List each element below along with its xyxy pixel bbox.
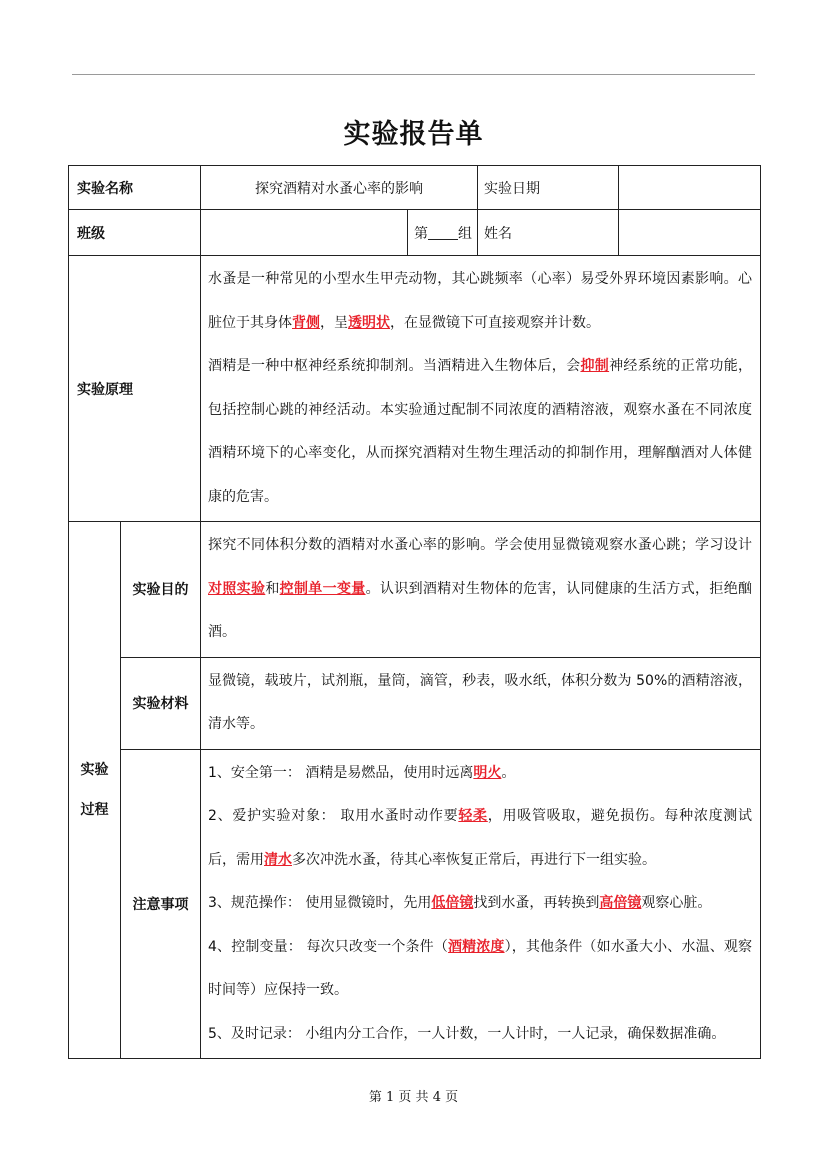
row-materials	[69, 657, 761, 749]
principle-paragraph-1: 水蚤是一种常见的小型水生甲壳动物，其心跳频率（心率）易受外界环境因素影响。心脏位于其身体背侧，呈透明状，在显微镜下可直接观察并计数。	[208, 271, 752, 331]
highlight-alcohol-concentration: 酒精浓度	[447, 938, 505, 955]
highlight-gentle: 轻柔	[458, 808, 488, 824]
note-4: 4、控制变量： 每次只改变一个条件（酒精浓度），其他条件（如水蚤大小、水温、观察时间等）应保持一致。	[208, 938, 753, 998]
highlight-clean-water: 清水	[264, 851, 292, 868]
page-title: 实验报告单	[343, 119, 484, 150]
row-class	[69, 210, 761, 256]
highlight-control-experiment: 对照实验	[208, 580, 266, 597]
materials-label: 实验材料	[121, 657, 201, 749]
highlight-low-power: 低倍镜	[431, 895, 474, 911]
purpose-text: 探究不同体积分数的酒精对水蚤心率的影响。学会使用显微镜观察水蚤心跳；学习设计对照实验和控制单一变量。认识到酒精对生物体的危害，认同健康的生活方式，拒绝酗酒。	[201, 522, 761, 658]
note-2: 2、爱护实验对象： 取用水蚤时动作要轻柔，用吸管吸取，避免损伤。每种浓度测试后，需用清水多次冲洗水蚤，待其心率恢复正常后，再进行下一组实验。	[208, 808, 753, 868]
highlight-inhibit: 抑制	[580, 358, 610, 374]
process-label: 实验 过程	[69, 522, 121, 1059]
student-name-value[interactable]	[619, 210, 761, 256]
principle-text	[201, 256, 761, 522]
group-blank[interactable]	[428, 225, 458, 240]
row-experiment-name	[69, 166, 761, 210]
note-1: 1、安全第一： 酒精是易燃品，使用时远离明火。	[208, 764, 516, 781]
experiment-date-value[interactable]	[619, 166, 761, 210]
class-label: 班级	[69, 210, 201, 256]
group-field[interactable]	[408, 210, 478, 256]
principle-label: 实验原理	[69, 256, 201, 522]
principle-paragraph-2: 酒精是一种中枢神经系统抑制剂。当酒精进入生物体后，会抑制神经系统的正常功能，包括控制心跳的神经活动。本实验通过配制不同浓度的酒精溶液，观察水蚤在不同浓度酒精环境下的心率变化，从而探究酒精对生物生理活动的抑制作用，理解酗酒对人体健康的危害。	[208, 358, 753, 505]
class-value[interactable]	[201, 210, 408, 256]
group-suffix: 组	[458, 225, 472, 242]
note-5: 5、及时记录： 小组内分工合作，一人计数，一人计时，一人记录，确保数据准确。	[208, 1025, 726, 1042]
experiment-name-value[interactable]: 探究酒精对水蚤心率的影响	[201, 166, 478, 210]
row-notes	[69, 749, 761, 1059]
row-principle	[69, 256, 761, 522]
page-footer: 第 1 页 共 4 页	[368, 1090, 459, 1105]
purpose-label: 实验目的	[121, 522, 201, 658]
group-prefix: 第	[414, 225, 428, 242]
notes-text	[201, 749, 761, 1059]
experiment-date-label: 实验日期	[478, 166, 619, 210]
experiment-name-label: 实验名称	[69, 166, 201, 210]
row-purpose	[69, 522, 761, 658]
highlight-open-flame: 明火	[473, 764, 502, 781]
highlight-transparent: 透明状	[348, 314, 390, 331]
highlight-single-variable: 控制单一变量	[279, 580, 366, 597]
highlight-high-power: 高倍镜	[599, 895, 642, 911]
highlight-dorsal: 背侧	[292, 314, 320, 331]
student-name-label: 姓名	[478, 210, 619, 256]
notes-label: 注意事项	[121, 749, 201, 1059]
note-3: 3、规范操作： 使用显微镜时，先用低倍镜找到水蚤，再转换到高倍镜观察心脏。	[208, 895, 712, 911]
report-table	[68, 165, 761, 1059]
materials-text: 显微镜，载玻片，试剂瓶，量筒，滴管，秒表，吸水纸，体积分数为 50%的酒精溶液，清水等。	[201, 657, 761, 749]
header-rule	[72, 74, 755, 75]
